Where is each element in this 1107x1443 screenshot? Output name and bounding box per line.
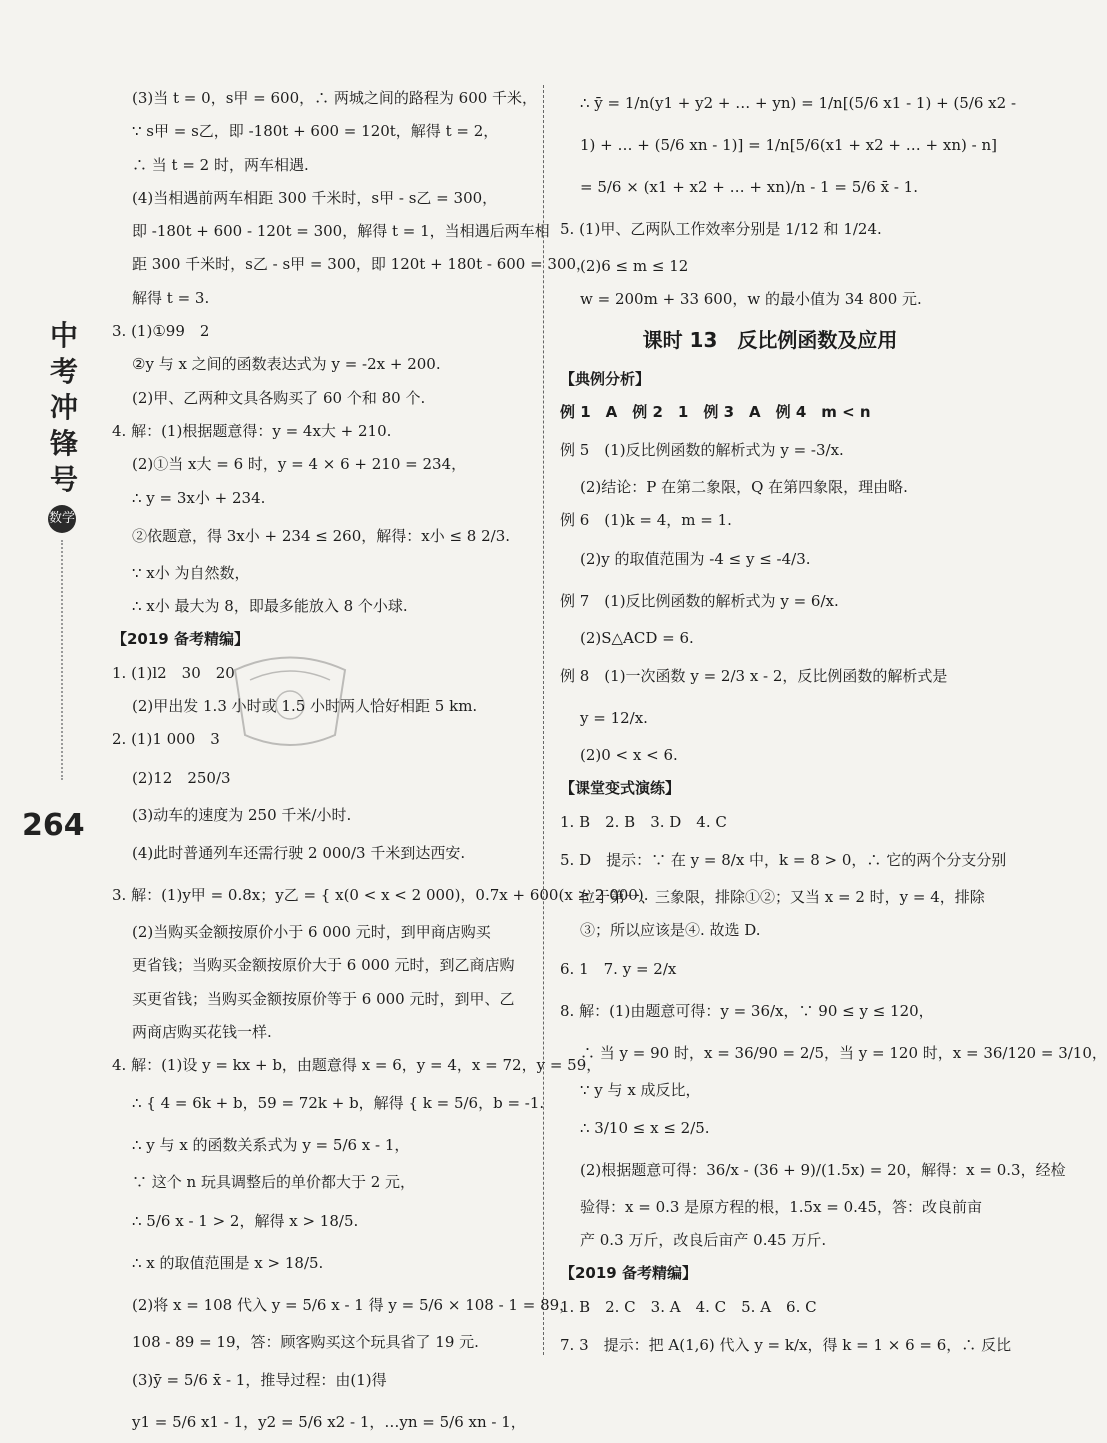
answer-line: 108 - 89 = 19，答：顾客购买这个玩具省了 19 元. [132,1332,479,1351]
title-char: 冲 [49,391,78,424]
answer-line: 产 0.3 万斤，改良后亩产 0.45 万斤. [580,1231,827,1250]
answer-line: 更省钱；当购买金额按原价大于 6 000 元时，到乙商店购 [132,956,515,975]
answer-line: (2)y 的取值范围为 -4 ≤ y ≤ -4/3. [580,549,811,568]
answer-line: 1. (1)l2 30 20 [112,663,235,682]
answer-line: (3)动车的速度为 250 千米/小时. [132,805,352,824]
answer-line: (2)①当 x大 = 6 时，y = 4 × 6 + 210 = 234， [132,455,467,474]
answer-line: (3)ȳ = 5/6 x̄ - 1，推导过程：由(1)得 [132,1371,387,1390]
answer-line: ∴ ȳ = 1/n(y1 + y2 + … + yn) = 1/n[(5/6 x1 - 1) + (5/6 x2 - [580,94,1017,112]
answer-line: 8. 解：(1)由题意可得：y = 36/x，∵ 90 ≤ y ≤ 120， [560,1001,934,1020]
answer-line: = 5/6 × (x1 + x2 + … + xn)/n - 1 = 5/6 x̄ - 1. [580,178,918,196]
answer-line: 例 7 (1)反比例函数的解析式为 y = 6/x. [560,591,839,610]
answer-line: (2)12 250/3 [132,768,231,787]
answer-line: 3. (1)①99 2 [112,322,210,341]
answer-line: ∵ y 与 x 成反比， [580,1080,701,1099]
answer-line: 距 300 千米时，s乙 - s甲 = 300，即 120t + 180t - 600 = 300， [132,255,592,274]
answer-line: (2)甲出发 1.3 小时或 1.5 小时两人恰好相距 5 km. [132,697,478,716]
answer-line: (2)结论：P 在第二象限，Q 在第四象限，理由略. [580,478,908,497]
answer-line: (2)S△ACD = 6. [580,628,694,647]
answer-line: (2)0 < x < 6. [580,746,678,765]
answer-line: (3)当 t = 0，s甲 = 600，∴ 两城之间的路程为 600 千米， [132,89,538,107]
answer-line: 买更省钱；当购买金额按原价等于 6 000 元时，到甲、乙 [132,989,515,1008]
answer-line: 6. 1 7. y = 2/x [560,959,677,978]
page-number: 264 [22,808,85,843]
section-heading: 【典例分析】 [560,369,651,388]
subject-badge: 数学 [48,505,76,533]
answer-line: 例 8 (1)一次函数 y = 2/3 x - 2，反比例函数的解析式是 [560,667,948,686]
title-char: 中 [49,319,78,352]
answer-line: 两商店购买花钱一样. [132,1022,272,1041]
answer-line: w = 200m + 33 600，w 的最小值为 34 800 元. [580,290,922,309]
answer-line: ∴ y 与 x 的函数关系式为 y = 5/6 x - 1， [132,1136,410,1155]
answer-line: ∴ 5/6 x - 1 > 2，解得 x > 18/5. [132,1211,359,1230]
dotted-divider [61,540,63,780]
answer-line: (2)当购买金额按原价小于 6 000 元时，到甲商店购买 [132,922,491,941]
section-heading: 【课堂变式演练】 [560,779,681,798]
answer-line: 3. 解：(1)y甲 = 0.8x；y乙 = { x(0 < x < 2 000)，0.7x + 600(x ≥ 2 000). [112,885,649,904]
answer-line: 验得：x = 0.3 是原方程的根，1.5x = 0.45，答：改良前亩 [580,1197,983,1216]
answer-line: (4)当相遇前两车相距 300 千米时，s甲 - s乙 = 300， [132,188,498,207]
answer-line: 5. (1)甲、乙两队工作效率分别是 1/12 和 1/24. [560,220,882,238]
section-heading: 【2019 备考精编】 [112,630,249,649]
section-heading: 【2019 备考精编】 [560,1264,697,1283]
answer-line: 1. B 2. B 3. D 4. C [560,812,727,831]
section-heading: 例 1 A 例 2 1 例 3 A 例 4 m < n [560,402,871,421]
answer-line: 解得 t = 3. [132,288,210,307]
book-title-vertical [44,318,84,498]
answer-line: ∵ x小 为自然数， [132,563,250,582]
lesson-title: 课时 13 反比例函数及应用 [642,327,898,352]
answer-line: ②依题意，得 3x小 + 234 ≤ 260，解得：x小 ≤ 8 2/3. [132,526,511,545]
answer-line: (2)甲、乙两种文具各购买了 60 个和 80 个. [132,388,426,407]
answer-line: ②y 与 x 之间的函数表达式为 y = -2x + 200. [132,355,441,374]
answer-line: 1. B 2. C 3. A 4. C 5. A 6. C [560,1297,817,1316]
answer-line: 4. 解：(1)根据题意得：y = 4x大 + 210. [112,421,392,440]
title-char: 考 [49,355,78,388]
answer-line: ∵ s甲 = s乙，即 -180t + 600 = 120t，解得 t = 2， [132,122,499,141]
answer-line: 例 6 (1)k = 4，m = 1. [560,511,732,530]
answer-line: ∴ 3/10 ≤ x ≤ 2/5. [580,1118,710,1137]
answer-line: (4)此时普通列车还需行驶 2 000/3 千米到达西安. [132,843,466,862]
answer-line: ∴ y = 3x小 + 234. [132,488,266,507]
title-char: 锋 [49,427,78,460]
left-margin [0,0,110,1397]
answer-line: (2)6 ≤ m ≤ 12 [580,257,689,275]
answer-line: ∴ x 的取值范围是 x > 18/5. [132,1253,324,1272]
answer-line: ③；所以应该是④. 故选 D. [580,921,761,940]
answer-line: y1 = 5/6 x1 - 1，y2 = 5/6 x2 - 1，…yn = 5/6 xn - 1， [132,1413,526,1432]
title-char: 号 [49,463,78,496]
answer-line: 例 5 (1)反比例函数的解析式为 y = -3/x. [560,441,844,460]
answer-line: (2)将 x = 108 代入 y = 5/6 x - 1 得 y = 5/6 × 108 - 1 = 89， [132,1295,575,1314]
answer-line: y = 12/x. [580,709,648,728]
right-column [560,82,1107,1366]
answer-line: 5. D 提示：∵ 在 y = 8/x 中，k = 8 > 0，∴ 它的两个分支分别 [560,850,1007,869]
answer-line: ∴ 当 y = 90 时，x = 36/90 = 2/5，当 y = 120 时，x = 36/120 = 3/10， [580,1043,1107,1062]
answer-line: 1) + … + (5/6 xn - 1)] = 1/n[5/6(x1 + x2 + … + xn) - n] [580,136,997,154]
answer-line: ∴ x小 最大为 8，即最多能放入 8 个小球. [132,597,408,616]
answer-line: 2. (1)1 000 3 [112,730,220,749]
answer-line: 即 -180t + 600 - 120t = 300，解得 t = 1，当相遇后两车相 [132,222,550,241]
answer-line: ∴ { 4 = 6k + b，59 = 72k + b，解得 { k = 5/6，b = -1. [132,1094,545,1113]
answer-line: ∴ 当 t = 2 时，两车相遇. [132,155,309,174]
answer-line: 7. 3 提示：把 A(1,6) 代入 y = k/x，得 k = 1 × 6 = 6，∴ 反比 [560,1336,1012,1355]
answer-line: 4. 解：(1)设 y = kx + b，由题意得 x = 6，y = 4，x = 72，y = 59， [112,1056,602,1075]
answer-line: ∵ 这个 n 玩具调整后的单价都大于 2 元， [132,1173,416,1192]
answer-line: (2)根据题意可得：36/x - (36 + 9)/(1.5x) = 20，解得：x = 0.3，经检 [580,1160,1066,1179]
answer-line: 位于第一、三象限，排除①②；又当 x = 2 时，y = 4，排除 [580,887,985,906]
